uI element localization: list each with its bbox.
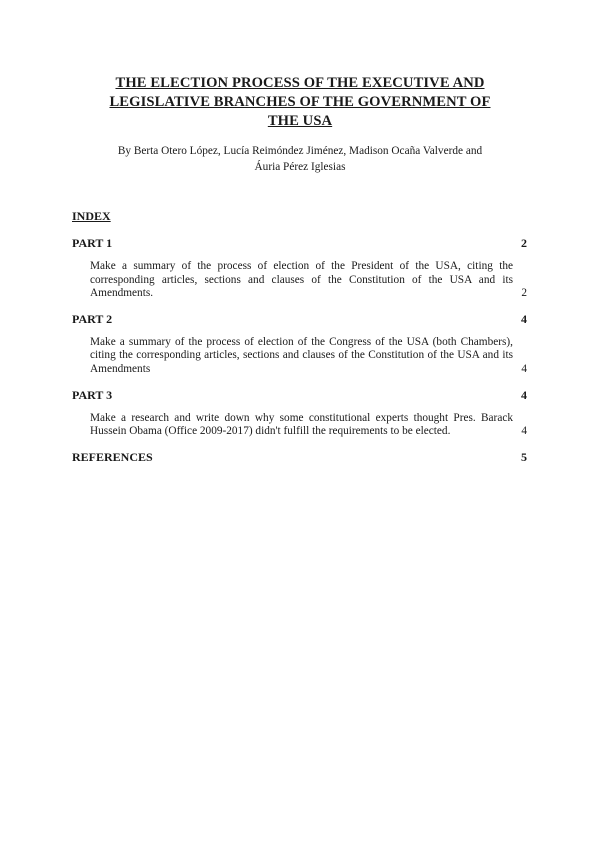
title-line: LEGISLATIVE BRANCHES OF THE GOVERNMENT OF [109,94,491,110]
toc-description-text: Make a summary of the process of election of the Congress of the USA (both Chambers), citing the corresponding articles, sections and clauses of the Constitution of the USA and its Amendments [90,335,513,375]
toc-entry-label: PART 1 [72,236,113,250]
toc-entry-part-1[interactable] [72,235,527,251]
document-title [90,74,510,131]
table-of-contents [72,235,527,465]
toc-entry-part-3[interactable] [72,387,527,403]
authors-line: Áuria Pérez Iglesias [254,161,346,173]
toc-entry-label: REFERENCES [72,449,153,464]
authors-byline [80,143,520,175]
toc-entry-page-number: 2 [521,236,527,250]
index-heading: INDEX [72,209,111,223]
toc-description-text: Make a research and write down why some constitutional experts thought Pres. Barack Hussein Obama (Office 2009-2017) didn't fulfill the requirements to be elected. [90,411,513,438]
toc-entry-description[interactable] [90,260,527,301]
toc-description-page-number: 4 [521,425,527,438]
toc-description-text: Make a summary of the process of election of the President of the USA, citing the corresponding articles, sections and clauses of the Constitution of the USA and its Amendments. [90,260,513,300]
title-line: THE USA [267,113,333,129]
toc-entry-page-number: 4 [521,311,527,326]
toc-entry-description[interactable] [90,336,527,377]
toc-entry-label: PART 2 [72,311,113,326]
toc-entry-references[interactable] [72,449,527,465]
toc-description-page-number: 4 [521,362,527,375]
toc-entry-page-number: 5 [521,449,527,464]
toc-entry-label: PART 3 [72,387,113,402]
toc-entry-page-number: 4 [521,387,527,402]
toc-entry-description[interactable] [90,412,527,439]
title-line: THE ELECTION PROCESS OF THE EXECUTIVE AND [115,75,485,91]
toc-description-page-number: 2 [521,287,527,300]
toc-entry-part-2[interactable] [72,311,527,327]
authors-line: By Berta Otero López, Lucía Reimóndez Jiménez, Madison Ocaña Valverde and [117,145,483,157]
